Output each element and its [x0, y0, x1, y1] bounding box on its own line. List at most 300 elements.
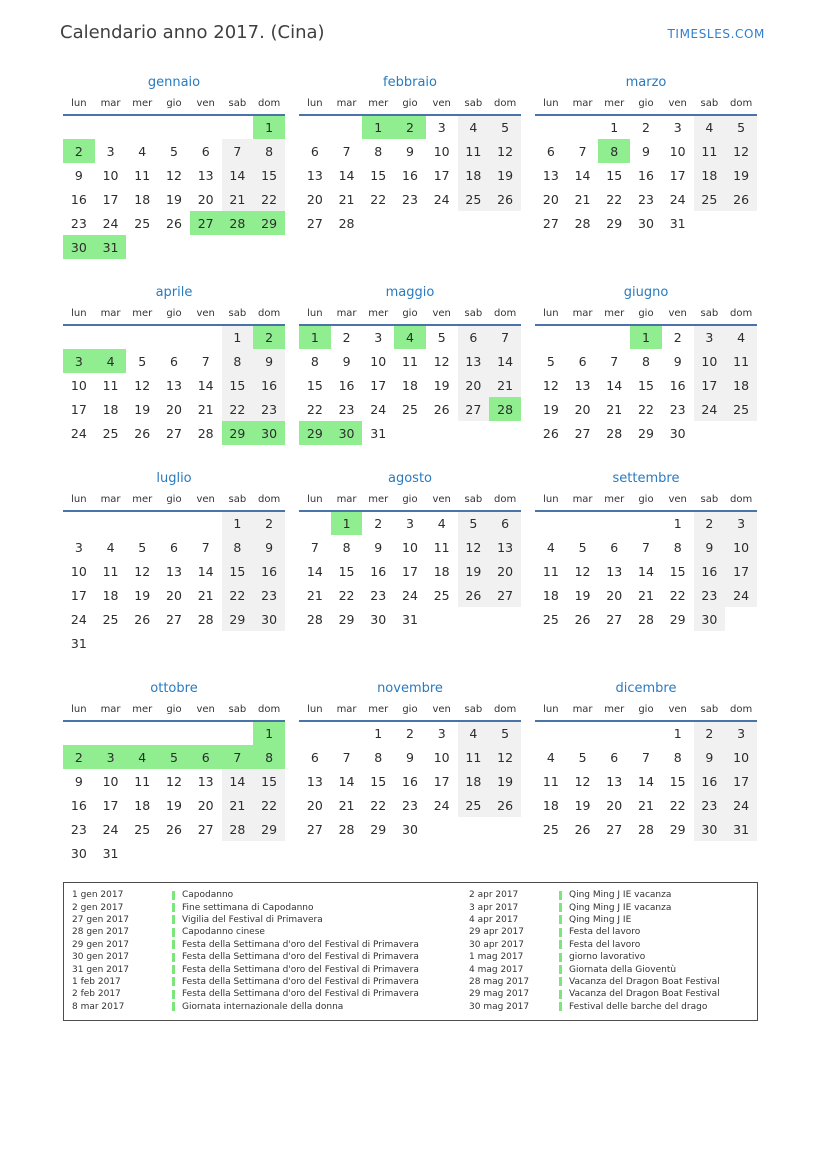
- day-cell: 23: [70, 821, 87, 837]
- legend-label: Qing Ming J IE: [569, 914, 632, 925]
- day-cell: 12: [134, 377, 151, 393]
- day-cell: 13: [542, 167, 559, 183]
- day-cell: 5: [725, 115, 757, 139]
- day-cell: 17: [70, 401, 87, 417]
- day-cell: 27: [197, 821, 214, 837]
- day-cell: 3: [673, 120, 682, 135]
- day-cell: 31: [725, 817, 757, 841]
- day-cell: 11: [458, 745, 490, 769]
- day-cell: 11: [433, 539, 450, 555]
- holiday-tick-icon: [172, 977, 175, 986]
- weekday-label: mar: [567, 494, 599, 511]
- weekday-label: gio: [630, 704, 662, 721]
- week-row: [299, 373, 521, 397]
- day-cell: 12: [166, 773, 182, 789]
- day-cell: 18: [542, 587, 559, 603]
- day-cell: 24: [102, 215, 119, 231]
- weekday-row: [63, 98, 285, 115]
- day-cell: 16: [694, 769, 726, 793]
- day-cell: 30: [638, 215, 654, 231]
- legend-label: Festa della Settimana d'oro del Festival di Primavera: [182, 976, 419, 987]
- legend-date: 27 gen 2017: [72, 914, 130, 925]
- empty-cell: [95, 721, 127, 745]
- day-cell: 19: [725, 163, 757, 187]
- day-cell: 5: [458, 511, 490, 535]
- day-cell: 16: [70, 797, 87, 813]
- legend-label: Giornata della Gioventù: [569, 964, 677, 975]
- day-cell: 2: [342, 330, 351, 345]
- empty-cell: [489, 421, 521, 445]
- week-row: [63, 235, 285, 259]
- day-cell: 15: [222, 373, 254, 397]
- week-row: [63, 631, 285, 655]
- legend-label: Festa della Settimana d'oro del Festival di Primavera: [182, 952, 419, 963]
- day-cell: 20: [166, 587, 182, 603]
- weekday-label: mar: [331, 98, 363, 115]
- weekday-label: gio: [158, 704, 190, 721]
- empty-cell: [362, 211, 394, 235]
- day-cell: 20: [489, 559, 521, 583]
- empty-cell: [426, 607, 458, 631]
- holiday-tick-icon: [559, 940, 562, 949]
- month-table: [299, 308, 521, 445]
- holiday-tick-icon: [559, 928, 562, 937]
- day-cell: 6: [310, 143, 319, 159]
- legend-entry: [469, 914, 757, 926]
- day-cell: 8: [673, 749, 682, 765]
- empty-cell: [535, 325, 567, 349]
- month-table: [63, 704, 285, 865]
- week-row: [535, 535, 757, 559]
- weekday-label: gio: [158, 494, 190, 511]
- day-cell: 7: [222, 139, 254, 163]
- holiday-tick-icon: [172, 915, 175, 924]
- day-cell: 12: [574, 563, 591, 579]
- day-cell: 10: [669, 143, 686, 159]
- weekday-row: [63, 704, 285, 721]
- week-row: [535, 793, 757, 817]
- empty-cell: [567, 115, 599, 139]
- weekday-label: dom: [725, 308, 757, 325]
- month-table: [535, 704, 757, 841]
- day-cell: 15: [638, 377, 654, 393]
- day-cell: 14: [338, 773, 355, 789]
- weekday-label: gio: [630, 98, 662, 115]
- day-cell: 28: [638, 821, 654, 837]
- empty-cell: [394, 421, 426, 445]
- empty-cell: [567, 511, 599, 535]
- day-cell: 9: [74, 773, 83, 789]
- weekday-label: dom: [725, 704, 757, 721]
- weekday-label: ven: [426, 98, 458, 115]
- day-cell: 5: [138, 353, 147, 369]
- weekday-row: [299, 308, 521, 325]
- day-cell: 23: [253, 583, 285, 607]
- day-cell: 20: [606, 587, 623, 603]
- day-cell: 13: [306, 773, 323, 789]
- week-row: [63, 721, 285, 745]
- weekday-label: sab: [458, 704, 490, 721]
- legend-date: 30 apr 2017: [469, 939, 525, 950]
- holiday-tick-icon: [559, 1002, 562, 1011]
- day-cell: 25: [458, 187, 490, 211]
- holiday-tick-icon: [559, 990, 562, 999]
- weekday-label: ven: [190, 494, 222, 511]
- day-cell: 12: [725, 139, 757, 163]
- day-cell: 31: [95, 235, 127, 259]
- day-cell: 9: [641, 143, 650, 159]
- weekday-label: sab: [222, 704, 254, 721]
- month-block: [535, 73, 757, 235]
- day-cell: 28: [197, 425, 214, 441]
- empty-cell: [535, 721, 567, 745]
- empty-cell: [63, 511, 95, 535]
- weekday-label: mar: [331, 704, 363, 721]
- day-cell: 1: [630, 325, 662, 349]
- day-cell: 30: [331, 421, 363, 445]
- empty-cell: [694, 211, 726, 235]
- month-title: aprile: [155, 285, 193, 300]
- weekday-label: lun: [535, 494, 567, 511]
- legend-entry: [72, 914, 469, 926]
- day-cell: 28: [306, 611, 323, 627]
- weekday-label: mer: [598, 98, 630, 115]
- day-cell: 8: [310, 353, 319, 369]
- day-cell: 14: [338, 167, 355, 183]
- day-cell: 25: [402, 401, 418, 417]
- day-cell: 6: [169, 353, 178, 369]
- weekday-label: lun: [63, 308, 95, 325]
- day-cell: 22: [370, 191, 387, 207]
- weekday-label: mar: [95, 308, 127, 325]
- day-cell: 13: [606, 773, 623, 789]
- weekday-label: ven: [426, 494, 458, 511]
- day-cell: 26: [574, 611, 591, 627]
- week-row: [63, 745, 285, 769]
- weekday-label: lun: [299, 704, 331, 721]
- weekday-label: mar: [95, 704, 127, 721]
- day-cell: 16: [253, 373, 285, 397]
- week-row: [299, 511, 521, 535]
- day-cell: 26: [489, 187, 521, 211]
- day-cell: 19: [433, 377, 450, 393]
- day-cell: 27: [542, 215, 559, 231]
- empty-cell: [489, 607, 521, 631]
- weekday-row: [535, 308, 757, 325]
- day-cell: 2: [694, 721, 726, 745]
- day-cell: 27: [166, 611, 182, 627]
- legend-label: Festa della Settimana d'oro del Festival di Primavera: [182, 964, 419, 975]
- empty-cell: [725, 211, 757, 235]
- months-grid: [63, 73, 827, 865]
- week-row: [299, 139, 521, 163]
- day-cell: 16: [338, 377, 355, 393]
- month-table: [63, 98, 285, 259]
- legend-label: Fine settimana di Capodanno: [182, 902, 314, 913]
- day-cell: 21: [638, 797, 654, 813]
- day-cell: 22: [638, 401, 654, 417]
- day-cell: 21: [606, 401, 623, 417]
- empty-cell: [126, 235, 158, 259]
- weekday-label: dom: [253, 704, 285, 721]
- month-title: febbraio: [383, 75, 437, 90]
- day-cell: 1: [253, 721, 285, 745]
- site-link[interactable]: TIMESLES.COM: [667, 27, 765, 41]
- legend-entry: [72, 951, 469, 963]
- day-cell: 21: [489, 373, 521, 397]
- legend-entry: [72, 1001, 469, 1013]
- weekday-label: mar: [95, 98, 127, 115]
- day-cell: 4: [437, 516, 446, 531]
- day-cell: 26: [433, 401, 450, 417]
- day-cell: 19: [458, 559, 490, 583]
- day-cell: 16: [253, 559, 285, 583]
- day-cell: 12: [166, 167, 182, 183]
- day-cell: 14: [222, 163, 254, 187]
- day-cell: 25: [134, 215, 151, 231]
- day-cell: 22: [253, 187, 285, 211]
- day-cell: 7: [342, 749, 351, 765]
- day-cell: 9: [405, 143, 414, 159]
- day-cell: 10: [402, 539, 418, 555]
- day-cell: 7: [489, 325, 521, 349]
- legend-entry: [469, 951, 757, 963]
- day-cell: 24: [102, 821, 119, 837]
- day-cell: 9: [405, 749, 414, 765]
- day-cell: 21: [574, 191, 591, 207]
- legend-date: 8 mar 2017: [72, 1001, 125, 1012]
- day-cell: 3: [725, 721, 757, 745]
- day-cell: 20: [458, 373, 490, 397]
- day-cell: 14: [222, 769, 254, 793]
- empty-cell: [95, 631, 127, 655]
- day-cell: 7: [610, 353, 619, 369]
- day-cell: 13: [197, 773, 214, 789]
- day-cell: 31: [102, 845, 119, 861]
- week-row: [299, 769, 521, 793]
- day-cell: 26: [458, 583, 490, 607]
- day-cell: 25: [458, 793, 490, 817]
- legend-entry: [72, 939, 469, 951]
- day-cell: 6: [610, 749, 619, 765]
- empty-cell: [222, 841, 254, 865]
- month-table: [299, 704, 521, 841]
- page-title: Calendario anno 2017. (Cina): [60, 22, 325, 43]
- weekday-label: ven: [662, 704, 694, 721]
- day-cell: 13: [166, 377, 182, 393]
- legend-date: 31 gen 2017: [72, 964, 130, 975]
- legend-label: Giornata internazionale della donna: [182, 1001, 344, 1012]
- day-cell: 30: [694, 817, 726, 841]
- legend-date: 3 apr 2017: [469, 902, 519, 913]
- weekday-label: dom: [489, 494, 521, 511]
- day-cell: 4: [138, 143, 147, 159]
- weekday-label: sab: [222, 494, 254, 511]
- empty-cell: [222, 115, 254, 139]
- legend-entry: [469, 976, 757, 988]
- month-title: gennaio: [147, 75, 201, 90]
- legend-date: 28 gen 2017: [72, 927, 130, 938]
- month-table: [299, 494, 521, 631]
- weekday-label: gio: [630, 494, 662, 511]
- day-cell: 7: [641, 539, 650, 555]
- day-cell: 8: [222, 535, 254, 559]
- day-cell: 1: [299, 325, 331, 349]
- legend-label: Capodanno: [182, 890, 234, 901]
- week-row: [299, 115, 521, 139]
- weekday-label: dom: [253, 98, 285, 115]
- day-cell: 31: [402, 611, 418, 627]
- day-cell: 27: [190, 211, 222, 235]
- day-cell: 1: [222, 325, 254, 349]
- day-cell: 15: [253, 769, 285, 793]
- day-cell: 28: [574, 215, 591, 231]
- day-cell: 19: [542, 401, 559, 417]
- legend-label: Qing Ming J IE vacanza: [569, 902, 672, 913]
- day-cell: 29: [370, 821, 387, 837]
- day-cell: 21: [197, 401, 214, 417]
- weekday-label: mer: [126, 98, 158, 115]
- day-cell: 20: [606, 797, 623, 813]
- day-cell: 10: [102, 773, 119, 789]
- day-cell: 10: [694, 349, 726, 373]
- day-cell: 6: [310, 749, 319, 765]
- empty-cell: [725, 421, 757, 445]
- day-cell: 19: [134, 587, 151, 603]
- empty-cell: [158, 115, 190, 139]
- day-cell: 18: [458, 163, 490, 187]
- day-cell: 17: [433, 773, 450, 789]
- holiday-tick-icon: [559, 915, 562, 924]
- week-row: [535, 817, 757, 841]
- week-row: [63, 139, 285, 163]
- empty-cell: [299, 511, 331, 535]
- day-cell: 4: [95, 349, 127, 373]
- day-cell: 21: [306, 587, 323, 603]
- day-cell: 19: [134, 401, 151, 417]
- week-row: [299, 163, 521, 187]
- day-cell: 19: [489, 769, 521, 793]
- empty-cell: [426, 211, 458, 235]
- weekday-label: dom: [489, 704, 521, 721]
- month-table: [535, 98, 757, 235]
- day-cell: 28: [222, 211, 254, 235]
- day-cell: 15: [338, 563, 355, 579]
- day-cell: 8: [673, 539, 682, 555]
- empty-cell: [222, 235, 254, 259]
- empty-cell: [299, 721, 331, 745]
- weekday-label: ven: [190, 98, 222, 115]
- day-cell: 11: [102, 377, 119, 393]
- day-cell: 24: [370, 401, 387, 417]
- empty-cell: [253, 631, 285, 655]
- day-cell: 29: [253, 211, 285, 235]
- empty-cell: [567, 325, 599, 349]
- week-row: [535, 139, 757, 163]
- day-cell: 30: [253, 607, 285, 631]
- weekday-label: dom: [725, 494, 757, 511]
- day-cell: 1: [253, 115, 285, 139]
- day-cell: 28: [222, 817, 254, 841]
- holiday-tick-icon: [559, 903, 562, 912]
- legend-date: 1 feb 2017: [72, 976, 121, 987]
- day-cell: 10: [433, 143, 450, 159]
- legend-label: Vigilia del Festival di Primavera: [182, 914, 323, 925]
- weekday-row: [535, 704, 757, 721]
- month-table: [63, 494, 285, 655]
- weekday-label: lun: [299, 98, 331, 115]
- weekday-label: mar: [567, 704, 599, 721]
- day-cell: 31: [669, 215, 686, 231]
- day-cell: 2: [374, 516, 383, 531]
- week-row: [535, 115, 757, 139]
- week-row: [63, 421, 285, 445]
- day-cell: 22: [306, 401, 323, 417]
- week-row: [299, 559, 521, 583]
- day-cell: 16: [694, 559, 726, 583]
- empty-cell: [95, 115, 127, 139]
- day-cell: 4: [106, 539, 115, 555]
- day-cell: 10: [370, 353, 387, 369]
- week-row: [535, 745, 757, 769]
- day-cell: 27: [606, 821, 623, 837]
- month-title: settembre: [612, 471, 680, 486]
- day-cell: 26: [542, 425, 559, 441]
- legend-date: 29 apr 2017: [469, 927, 525, 938]
- day-cell: 1: [610, 120, 619, 135]
- day-cell: 1: [362, 115, 394, 139]
- weekday-row: [63, 494, 285, 511]
- legend-entry: [469, 901, 757, 913]
- day-cell: 9: [253, 349, 285, 373]
- day-cell: 26: [134, 611, 151, 627]
- empty-cell: [158, 631, 190, 655]
- empty-cell: [694, 421, 726, 445]
- week-row: [535, 511, 757, 535]
- day-cell: 27: [166, 425, 182, 441]
- day-cell: 24: [402, 587, 418, 603]
- day-cell: 6: [190, 745, 222, 769]
- legend-entry: [469, 939, 757, 951]
- day-cell: 1: [331, 511, 363, 535]
- legend-date: 1 gen 2017: [72, 890, 124, 901]
- day-cell: 23: [338, 401, 355, 417]
- day-cell: 2: [394, 115, 426, 139]
- day-cell: 5: [578, 749, 587, 765]
- month-block: [299, 73, 521, 235]
- empty-cell: [299, 115, 331, 139]
- weekday-label: sab: [694, 494, 726, 511]
- day-cell: 27: [574, 425, 591, 441]
- empty-cell: [190, 721, 222, 745]
- holiday-tick-icon: [559, 977, 562, 986]
- day-cell: 11: [134, 773, 151, 789]
- day-cell: 13: [306, 167, 323, 183]
- day-cell: 3: [437, 120, 446, 135]
- empty-cell: [458, 421, 490, 445]
- week-row: [299, 745, 521, 769]
- holiday-tick-icon: [172, 965, 175, 974]
- day-cell: 19: [166, 797, 182, 813]
- day-cell: 3: [694, 325, 726, 349]
- day-cell: 14: [638, 563, 654, 579]
- day-cell: 9: [374, 539, 383, 555]
- legend-label: Festival delle barche del drago: [569, 1001, 708, 1012]
- day-cell: 4: [458, 721, 490, 745]
- weekday-row: [535, 494, 757, 511]
- weekday-label: mer: [126, 704, 158, 721]
- day-cell: 28: [638, 611, 654, 627]
